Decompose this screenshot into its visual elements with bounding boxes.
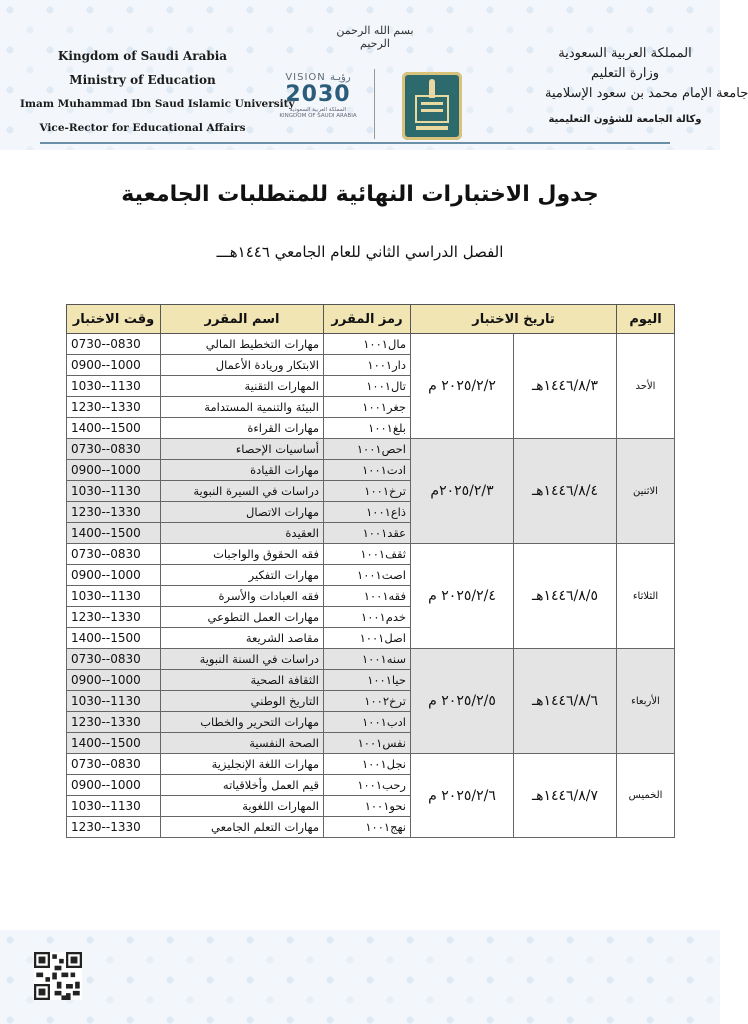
table-row <box>67 439 675 460</box>
gregorian-date-cell: ٢٠٢٥/٢/٦ م <box>411 754 514 838</box>
arabic-line-university: جامعة الإمام محمد بن سعود الإسلامية <box>545 86 748 101</box>
exam-schedule-table <box>66 304 675 838</box>
exam-time-cell: 1400--1500 <box>67 628 161 649</box>
day-cell: الاثنين <box>617 439 675 544</box>
course-code-cell: دار١٠٠١ <box>324 355 411 376</box>
exam-time-cell: 1030--1130 <box>67 376 161 397</box>
arabic-letterhead <box>545 44 748 130</box>
header-day: اليوم <box>617 305 675 334</box>
english-line-vice-rector: Vice-Rector for Educational Affairs <box>39 122 246 134</box>
english-line-kingdom: Kingdom of Saudi Arabia <box>57 49 228 63</box>
course-name-cell: الابتكار وريادة الأعمال <box>161 355 324 376</box>
course-code-cell: ادت١٠٠١ <box>324 460 411 481</box>
course-name-cell: مهارات الاتصال <box>161 502 324 523</box>
course-name-cell: مهارات التحرير والخطاب <box>161 712 324 733</box>
course-name-cell: مهارات العمل التطوعي <box>161 607 324 628</box>
course-name-cell: قيم العمل وأخلاقياته <box>161 775 324 796</box>
table-row <box>67 334 675 355</box>
hijri-date-cell: ١٤٤٦/٨/٧هـ <box>514 754 617 838</box>
course-code-cell: رحب١٠٠١ <box>324 775 411 796</box>
exam-time-cell: 0900--1000 <box>67 775 161 796</box>
course-name-cell: مهارات القراءة <box>161 418 324 439</box>
course-code-cell: بلغ١٠٠١ <box>324 418 411 439</box>
course-code-cell: مال١٠٠١ <box>324 334 411 355</box>
course-name-cell: مهارات القيادة <box>161 460 324 481</box>
course-code-cell: احص١٠٠١ <box>324 439 411 460</box>
header-time: وقت الاختبار <box>67 305 161 334</box>
course-name-cell: العقيدة <box>161 523 324 544</box>
logo-divider <box>374 69 375 139</box>
gregorian-date-cell: ٢٠٢٥/٢/٢ م <box>411 334 514 439</box>
bismillah: بسم الله الرحمن الرحيم <box>336 24 414 50</box>
exam-time-cell: 1030--1130 <box>67 481 161 502</box>
course-code-cell: اصت١٠٠١ <box>324 565 411 586</box>
course-name-cell: أساسيات الإحصاء <box>161 439 324 460</box>
university-logo-icon <box>402 72 462 140</box>
exam-time-cell: 1230--1330 <box>67 817 161 838</box>
page-title: جدول الاختبارات النهائية للمتطلبات الجامعية <box>121 182 599 207</box>
exam-time-cell: 0730--0830 <box>67 544 161 565</box>
gregorian-date-cell: ٢٠٢٥/٢/٣م <box>411 439 514 544</box>
course-name-cell: فقه الحقوق والواجبات <box>161 544 324 565</box>
vision-country-ar: المملكة العربية السعودية <box>289 107 347 113</box>
table-body <box>67 334 675 838</box>
exam-time-cell: 1400--1500 <box>67 733 161 754</box>
course-code-cell: نهج١٠٠١ <box>324 817 411 838</box>
course-name-cell: المهارات اللغوية <box>161 796 324 817</box>
exam-time-cell: 0900--1000 <box>67 670 161 691</box>
course-code-cell: حيا١٠٠١ <box>324 670 411 691</box>
gregorian-date-cell: ٢٠٢٥/٢/٥ م <box>411 649 514 754</box>
exam-time-cell: 0900--1000 <box>67 565 161 586</box>
exam-time-cell: 1400--1500 <box>67 418 161 439</box>
course-code-cell: نجل١٠٠١ <box>324 754 411 775</box>
course-name-cell: التاريخ الوطني <box>161 691 324 712</box>
table-header-row <box>67 305 675 334</box>
exam-time-cell: 0900--1000 <box>67 460 161 481</box>
exam-time-cell: 1230--1330 <box>67 502 161 523</box>
exam-time-cell: 1230--1330 <box>67 397 161 418</box>
header-date: تاريخ الاختبار <box>411 305 617 334</box>
table-row <box>67 649 675 670</box>
vision-2030-logo <box>272 72 364 136</box>
course-name-cell: دراسات في السيرة النبوية <box>161 481 324 502</box>
course-code-cell: جغر١٠٠١ <box>324 397 411 418</box>
exam-time-cell: 0730--0830 <box>67 754 161 775</box>
header-code: رمز المقرر <box>324 305 411 334</box>
course-code-cell: ذاع١٠٠١ <box>324 502 411 523</box>
vision-country-en: KINGDOM OF SAUDI ARABIA <box>279 113 357 119</box>
arabic-line-vice-rector: وكالة الجامعة للشؤون التعليمية <box>548 114 702 125</box>
course-name-cell: فقه العبادات والأسرة <box>161 586 324 607</box>
course-name-cell: البيئة والتنمية المستدامة <box>161 397 324 418</box>
table-row <box>67 544 675 565</box>
exam-time-cell: 1230--1330 <box>67 607 161 628</box>
course-code-cell: ترخ١٠٠٢ <box>324 691 411 712</box>
english-line-ministry: Ministry of Education <box>69 73 216 87</box>
english-line-university: Imam Muhammad Ibn Saud Islamic University <box>20 98 295 110</box>
exam-time-cell: 1400--1500 <box>67 523 161 544</box>
course-name-cell: الثقافة الصحية <box>161 670 324 691</box>
course-name-cell: مهارات اللغة الإنجليزية <box>161 754 324 775</box>
course-code-cell: تال١٠٠١ <box>324 376 411 397</box>
vision-label: VISION رؤيـة <box>285 72 351 83</box>
course-name-cell: مهارات التفكير <box>161 565 324 586</box>
course-code-cell: ادب١٠٠١ <box>324 712 411 733</box>
day-cell: الثلاثاء <box>617 544 675 649</box>
letterhead <box>0 14 748 144</box>
course-code-cell: خدم١٠٠١ <box>324 607 411 628</box>
footer-background-pattern <box>0 930 720 1024</box>
exam-time-cell: 1030--1130 <box>67 691 161 712</box>
exam-time-cell: 0900--1000 <box>67 355 161 376</box>
exam-time-cell: 1030--1130 <box>67 796 161 817</box>
arabic-line-kingdom: المملكة العربية السعودية <box>558 46 692 61</box>
english-letterhead <box>20 44 295 140</box>
day-cell: الخميس <box>617 754 675 838</box>
course-code-cell: نحو١٠٠١ <box>324 796 411 817</box>
hijri-date-cell: ١٤٤٦/٨/٦هـ <box>514 649 617 754</box>
qr-code-icon <box>34 952 82 1000</box>
day-cell: الأحد <box>617 334 675 439</box>
course-code-cell: سنه١٠٠١ <box>324 649 411 670</box>
page-subtitle: الفصل الدراسي الثاني للعام الجامعي ١٤٤٦هـــ <box>216 243 504 261</box>
hijri-date-cell: ١٤٤٦/٨/٣هـ <box>514 334 617 439</box>
course-name-cell: المهارات التقنية <box>161 376 324 397</box>
course-code-cell: ثقف١٠٠١ <box>324 544 411 565</box>
exam-time-cell: 0730--0830 <box>67 334 161 355</box>
course-name-cell: الصحة النفسية <box>161 733 324 754</box>
vision-year: 2030 <box>285 82 351 107</box>
course-code-cell: ترخ١٠٠١ <box>324 481 411 502</box>
header-course: اسم المقرر <box>161 305 324 334</box>
course-code-cell: اصل١٠٠١ <box>324 628 411 649</box>
hijri-date-cell: ١٤٤٦/٨/٥هـ <box>514 544 617 649</box>
day-cell: الأربعاء <box>617 649 675 754</box>
course-name-cell: مقاصد الشريعة <box>161 628 324 649</box>
hijri-date-cell: ١٤٤٦/٨/٤هـ <box>514 439 617 544</box>
gregorian-date-cell: ٢٠٢٥/٢/٤ م <box>411 544 514 649</box>
course-code-cell: فقه١٠٠١ <box>324 586 411 607</box>
arabic-line-ministry: وزارة التعليم <box>590 66 660 81</box>
table-row <box>67 754 675 775</box>
exam-time-cell: 1230--1330 <box>67 712 161 733</box>
course-name-cell: مهارات التعلم الجامعي <box>161 817 324 838</box>
course-code-cell: عقد١٠٠١ <box>324 523 411 544</box>
exam-time-cell: 0730--0830 <box>67 439 161 460</box>
course-name-cell: دراسات في السنة النبوية <box>161 649 324 670</box>
course-name-cell: مهارات التخطيط المالي <box>161 334 324 355</box>
exam-time-cell: 1030--1130 <box>67 586 161 607</box>
header-divider <box>40 142 670 144</box>
course-code-cell: نفس١٠٠١ <box>324 733 411 754</box>
exam-time-cell: 0730--0830 <box>67 649 161 670</box>
